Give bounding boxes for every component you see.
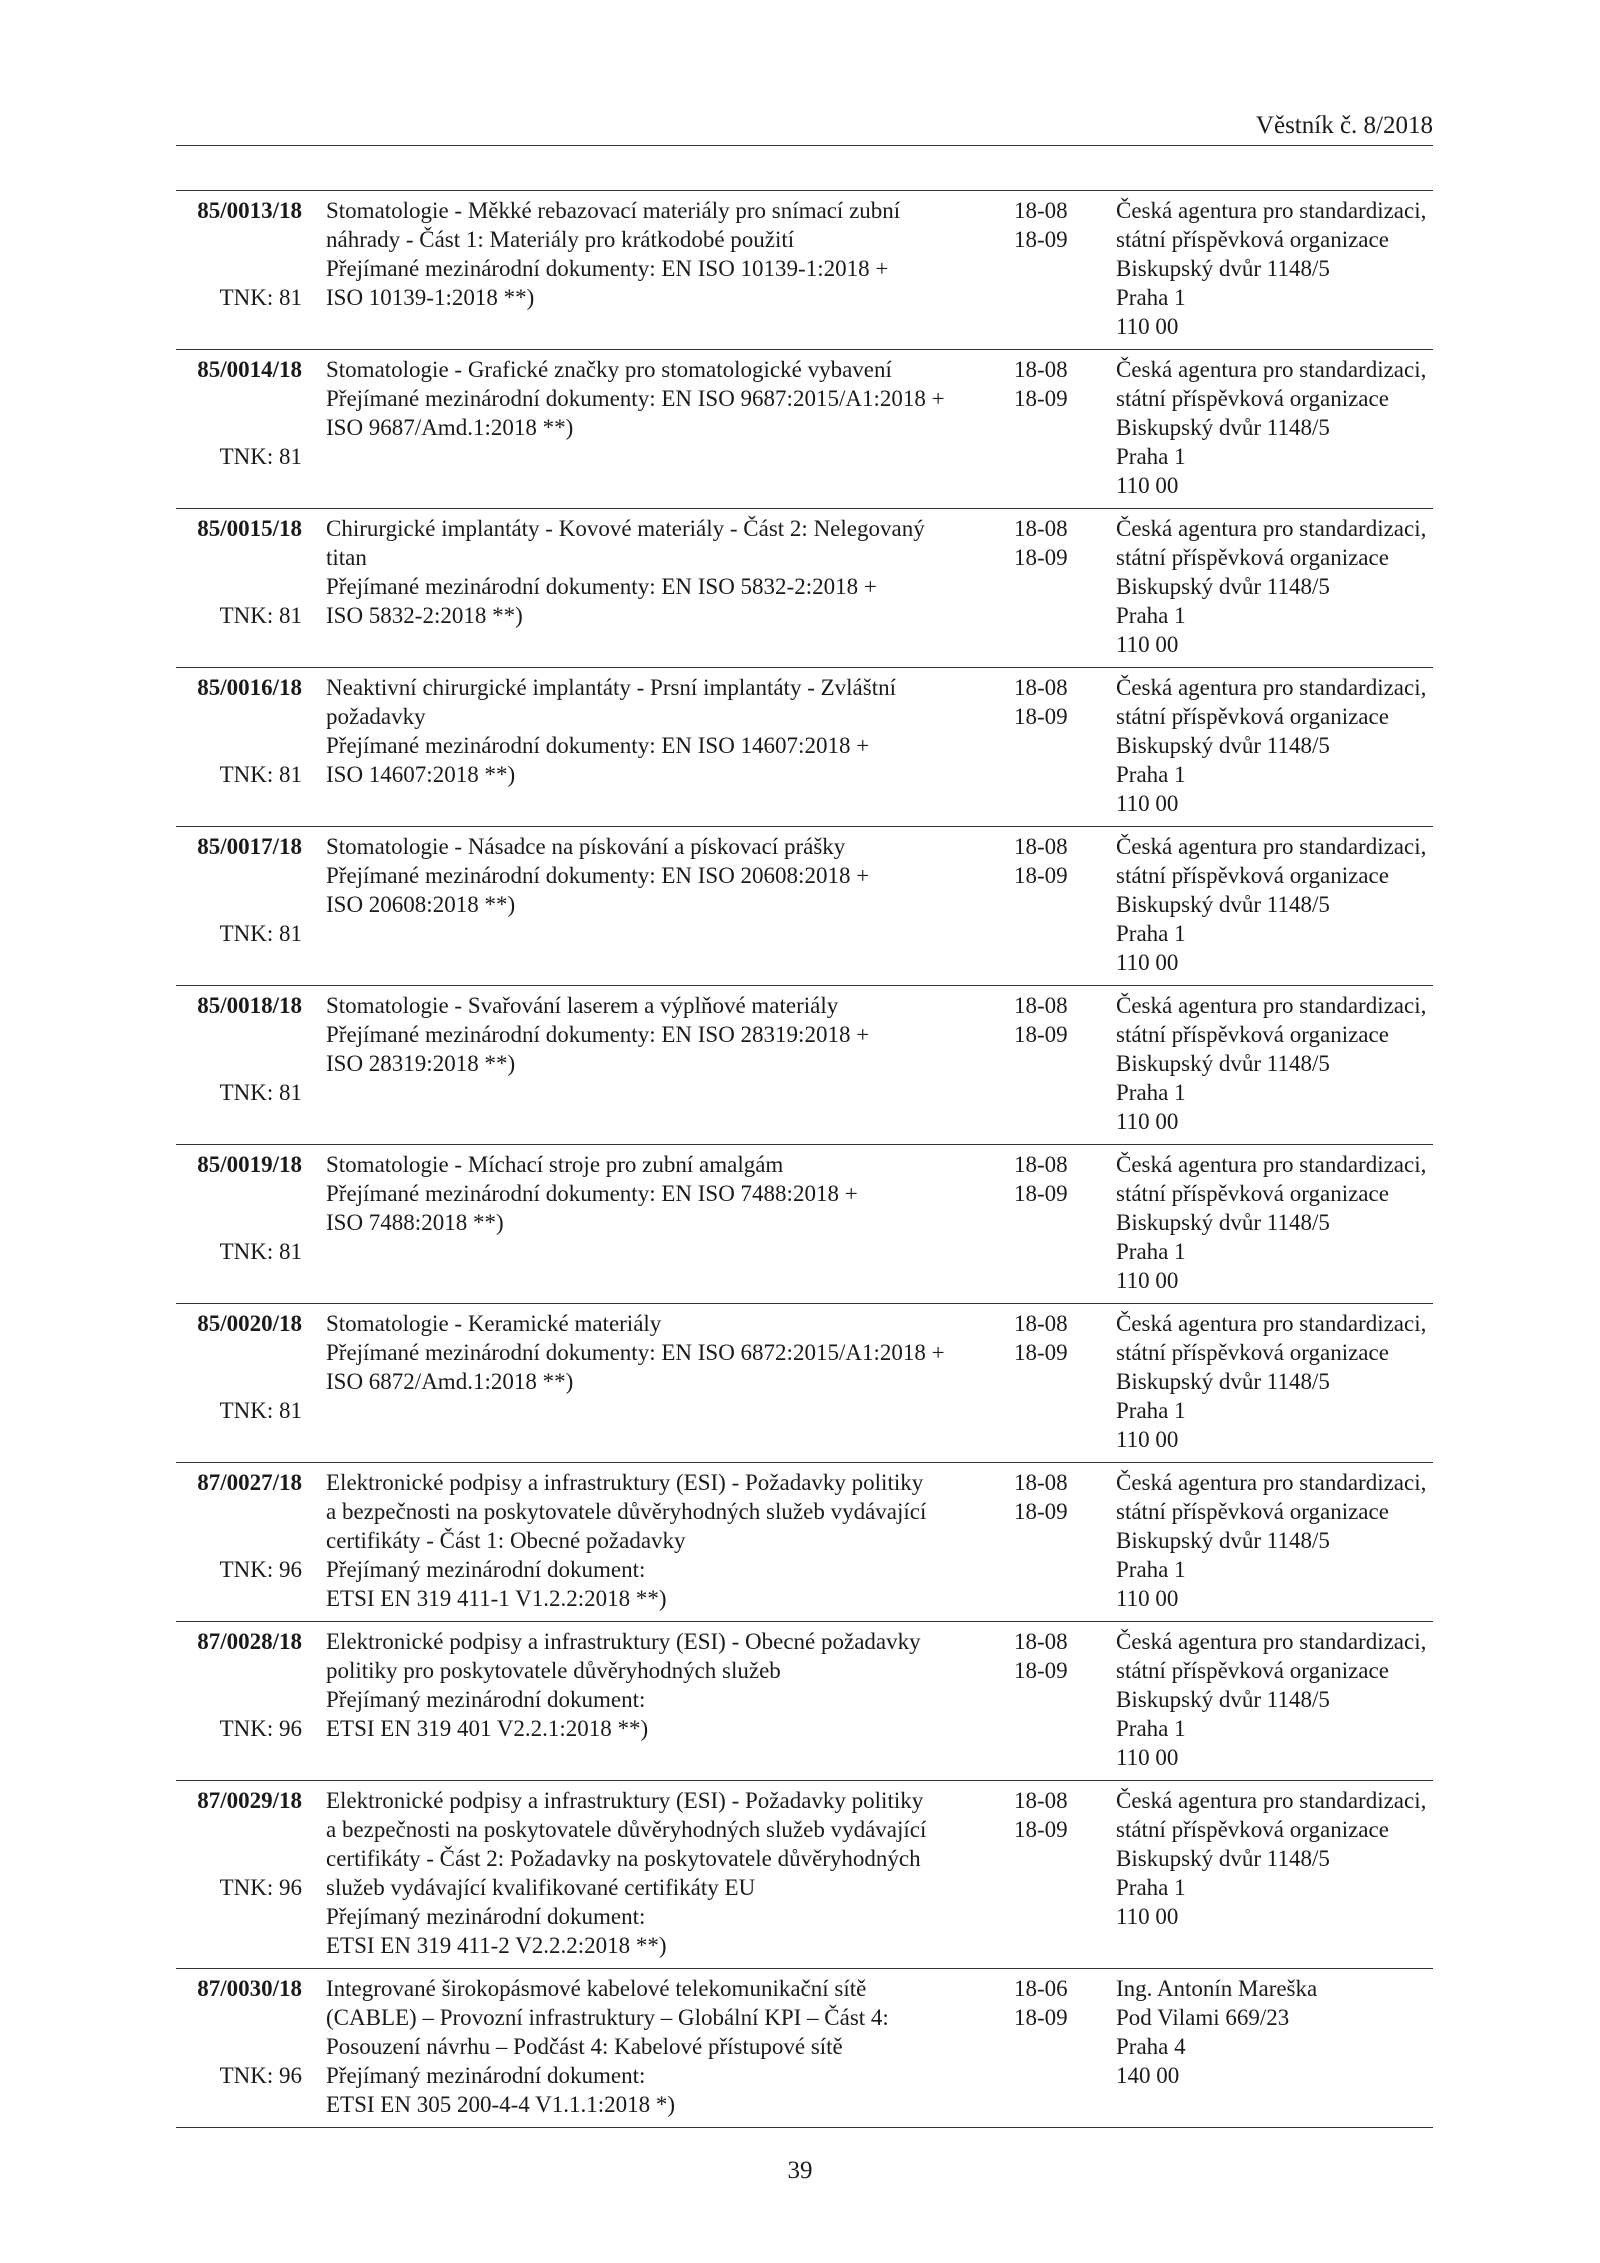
entry-address-line: Praha 1 xyxy=(1116,1239,1186,1264)
entry-title-line: ETSI EN 305 200-4-4 V1.1.1:2018 *) xyxy=(326,2092,676,2117)
entry-tnk: TNK: 81 xyxy=(219,1239,302,1264)
entry-tnk: TNK: 96 xyxy=(219,2063,302,2088)
entry-title-line: požadavky xyxy=(326,704,426,729)
entry-date: 18-06 xyxy=(1014,1976,1068,2001)
entry-address-line: Ing. Antonín Mareška xyxy=(1116,1976,1318,2001)
entry-title-line: Přejímaný mezinárodní dokument: xyxy=(326,1687,646,1712)
entry-tnk: TNK: 81 xyxy=(219,762,302,787)
entry-address xyxy=(1116,673,1433,818)
entry-title xyxy=(326,196,981,312)
entry-address xyxy=(1116,832,1433,977)
entry-title-line: ISO 6872/Amd.1:2018 **) xyxy=(326,1369,574,1394)
entry-date: 18-08 xyxy=(1014,1629,1068,1654)
entry-date: 18-08 xyxy=(1014,357,1068,382)
entry-address xyxy=(1116,1468,1433,1613)
entry-tnk: TNK: 81 xyxy=(219,1398,302,1423)
entry-dates xyxy=(1014,832,1094,890)
entry-dates xyxy=(1014,991,1094,1049)
entry-title-line: ISO 5832-2:2018 **) xyxy=(326,603,523,628)
entry-tnk: TNK: 81 xyxy=(219,1080,302,1105)
entry-address-line: státní příspěvková organizace xyxy=(1116,1817,1389,1842)
entry-address-line: 110 00 xyxy=(1116,950,1179,975)
entry-title-line: ETSI EN 319 411-2 V2.2.2:2018 **) xyxy=(326,1933,667,1958)
standard-entry xyxy=(176,985,1433,1144)
entry-id-column xyxy=(176,1150,302,1295)
entry-address-line: státní příspěvková organizace xyxy=(1116,1181,1389,1206)
standard-entry xyxy=(176,1303,1433,1462)
entry-address-line: 110 00 xyxy=(1116,1904,1179,1929)
entry-title-line: certifikáty - Část 1: Obecné požadavky xyxy=(326,1528,686,1553)
entry-date: 18-09 xyxy=(1014,227,1068,252)
entry-number: 85/0016/18 xyxy=(197,675,302,700)
entry-dates xyxy=(1014,1786,1094,1844)
entry-address-line: 110 00 xyxy=(1116,1745,1179,1770)
entry-title xyxy=(326,514,981,630)
entry-date: 18-08 xyxy=(1014,1311,1068,1336)
entry-address-line: 110 00 xyxy=(1116,791,1179,816)
entry-dates xyxy=(1014,1309,1094,1367)
entry-date: 18-09 xyxy=(1014,1658,1068,1683)
entry-title-line: Přejímané mezinárodní dokumenty: EN ISO 5832-2:2018 + xyxy=(326,574,877,599)
entry-address-line: státní příspěvková organizace xyxy=(1116,1340,1389,1365)
entry-date: 18-08 xyxy=(1014,834,1068,859)
entry-title-line: Elektronické podpisy a infrastruktury (ESI) - Požadavky politiky xyxy=(326,1470,924,1495)
entry-address-line: Praha 1 xyxy=(1116,1716,1186,1741)
entry-title-line: ISO 28319:2018 **) xyxy=(326,1051,516,1076)
entry-address-line: Praha 1 xyxy=(1116,603,1186,628)
entry-address-line: 110 00 xyxy=(1116,1268,1179,1293)
standard-entry xyxy=(176,1780,1433,1968)
entry-date: 18-09 xyxy=(1014,704,1068,729)
entry-address-line: Praha 1 xyxy=(1116,762,1186,787)
entry-address xyxy=(1116,1786,1433,1931)
entry-id-column xyxy=(176,196,302,341)
entry-address-line: Česká agentura pro standardizaci, xyxy=(1116,1152,1427,1177)
entry-title-line: Elektronické podpisy a infrastruktury (ESI) - Požadavky politiky xyxy=(326,1788,924,1813)
entry-address-line: Praha 4 xyxy=(1116,2034,1186,2059)
entry-address-line: Česká agentura pro standardizaci, xyxy=(1116,198,1427,223)
entry-number: 85/0015/18 xyxy=(197,516,302,541)
entry-date: 18-09 xyxy=(1014,2005,1068,2030)
entry-address-line: 110 00 xyxy=(1116,1586,1179,1611)
entry-dates xyxy=(1014,355,1094,413)
entry-date: 18-09 xyxy=(1014,1022,1068,1047)
entry-address-line: 110 00 xyxy=(1116,1109,1179,1134)
entry-address-line: Praha 1 xyxy=(1116,1875,1186,1900)
entry-date: 18-09 xyxy=(1014,386,1068,411)
entry-title-line: Přejímané mezinárodní dokumenty: EN ISO 14607:2018 + xyxy=(326,733,870,758)
entry-title-line: Stomatologie - Keramické materiály xyxy=(326,1311,662,1336)
entry-title-line: ISO 7488:2018 **) xyxy=(326,1210,504,1235)
entry-title-line: ISO 20608:2018 **) xyxy=(326,892,516,917)
entry-dates xyxy=(1014,514,1094,572)
entry-date: 18-09 xyxy=(1014,863,1068,888)
entry-title-line: náhrady - Část 1: Materiály pro krátkodobé použití xyxy=(326,227,795,252)
entry-address-line: Biskupský dvůr 1148/5 xyxy=(1116,1369,1330,1394)
entry-address-line: Biskupský dvůr 1148/5 xyxy=(1116,733,1330,758)
entry-date: 18-08 xyxy=(1014,516,1068,541)
entry-title-line: Přejímané mezinárodní dokumenty: EN ISO 9687:2015/A1:2018 + xyxy=(326,386,945,411)
entry-title-line: politiky pro poskytovatele důvěryhodných služeb xyxy=(326,1658,781,1683)
entry-dates xyxy=(1014,1468,1094,1526)
entry-address-line: Biskupský dvůr 1148/5 xyxy=(1116,574,1330,599)
entry-title xyxy=(326,1150,981,1237)
entry-title-line: Přejímané mezinárodní dokumenty: EN ISO 10139-1:2018 + xyxy=(326,256,889,281)
entry-dates xyxy=(1014,1974,1094,2032)
entry-number: 85/0020/18 xyxy=(197,1311,302,1336)
header-rule xyxy=(176,145,1433,146)
entry-address-line: Praha 1 xyxy=(1116,1398,1186,1423)
entry-address-line: státní příspěvková organizace xyxy=(1116,1499,1389,1524)
entry-address xyxy=(1116,1309,1433,1454)
entry-title-line: (CABLE) – Provozní infrastruktury – Globální KPI – Část 4: xyxy=(326,2005,889,2030)
standard-entry xyxy=(176,508,1433,667)
entry-title-line: Posouzení návrhu – Podčást 4: Kabelové přístupové sítě xyxy=(326,2034,843,2059)
entry-date: 18-09 xyxy=(1014,1181,1068,1206)
entry-title-line: Stomatologie - Svařování laserem a výplňové materiály xyxy=(326,993,839,1018)
entry-address-line: státní příspěvková organizace xyxy=(1116,545,1389,570)
entry-id-column xyxy=(176,1974,302,2119)
entry-dates xyxy=(1014,1150,1094,1208)
entry-address-line: Praha 1 xyxy=(1116,444,1186,469)
entry-address xyxy=(1116,514,1433,659)
entry-title-line: ISO 9687/Amd.1:2018 **) xyxy=(326,415,574,440)
entry-title-line: Elektronické podpisy a infrastruktury (ESI) - Obecné požadavky xyxy=(326,1629,921,1654)
entry-title-line: a bezpečnosti na poskytovatele důvěryhodných služeb vydávající xyxy=(326,1817,927,1842)
page-header: Věstník č. 8/2018 xyxy=(1255,112,1433,139)
standard-entry xyxy=(176,826,1433,985)
entry-address-line: Biskupský dvůr 1148/5 xyxy=(1116,1210,1330,1235)
entry-address-line: Česká agentura pro standardizaci, xyxy=(1116,1311,1427,1336)
entry-address-line: 110 00 xyxy=(1116,1427,1179,1452)
standard-entry xyxy=(176,667,1433,826)
entry-address xyxy=(1116,196,1433,341)
entry-title-line: Stomatologie - Míchací stroje pro zubní amalgám xyxy=(326,1152,784,1177)
entry-address-line: Česká agentura pro standardizaci, xyxy=(1116,357,1427,382)
entry-title-line: Přejímaný mezinárodní dokument: xyxy=(326,1904,646,1929)
entry-address-line: Biskupský dvůr 1148/5 xyxy=(1116,892,1330,917)
entry-address-line: 110 00 xyxy=(1116,314,1179,339)
entry-title xyxy=(326,355,981,442)
entry-address-line: Praha 1 xyxy=(1116,1080,1186,1105)
entry-title-line: Přejímaný mezinárodní dokument: xyxy=(326,2063,646,2088)
entry-date: 18-09 xyxy=(1014,545,1068,570)
entry-title xyxy=(326,1309,981,1396)
entry-address-line: 110 00 xyxy=(1116,473,1179,498)
entry-title-line: certifikáty - Část 2: Požadavky na poskytovatele důvěryhodných xyxy=(326,1846,921,1871)
entry-address-line: Praha 1 xyxy=(1116,285,1186,310)
entry-address-line: Praha 1 xyxy=(1116,1557,1186,1582)
entry-title xyxy=(326,832,981,919)
entry-title-line: Chirurgické implantáty - Kovové materiály - Část 2: Nelegovaný xyxy=(326,516,925,541)
entry-title-line: Přejímané mezinárodní dokumenty: EN ISO 6872:2015/A1:2018 + xyxy=(326,1340,945,1365)
entry-id-column xyxy=(176,355,302,500)
entry-address-line: státní příspěvková organizace xyxy=(1116,863,1389,888)
entry-address-line: Česká agentura pro standardizaci, xyxy=(1116,1788,1427,1813)
entry-address xyxy=(1116,1974,1433,2090)
entry-tnk: TNK: 81 xyxy=(219,921,302,946)
standard-entry xyxy=(176,1462,1433,1621)
entry-id-column xyxy=(176,832,302,977)
entry-id-column xyxy=(176,1309,302,1454)
entry-tnk: TNK: 96 xyxy=(219,1875,302,1900)
entry-title-line: Neaktivní chirurgické implantáty - Prsní implantáty - Zvláštní xyxy=(326,675,896,700)
entry-address-line: Česká agentura pro standardizaci, xyxy=(1116,834,1427,859)
entry-address xyxy=(1116,991,1433,1136)
entry-title-line: Přejímané mezinárodní dokumenty: EN ISO 20608:2018 + xyxy=(326,863,870,888)
entry-number: 85/0019/18 xyxy=(197,1152,302,1177)
entry-date: 18-08 xyxy=(1014,1788,1068,1813)
entry-tnk: TNK: 81 xyxy=(219,444,302,469)
entry-address-line: Biskupský dvůr 1148/5 xyxy=(1116,256,1330,281)
entry-title-line: ISO 14607:2018 **) xyxy=(326,762,516,787)
entry-title-line: Stomatologie - Násadce na pískování a pískovací prášky xyxy=(326,834,846,859)
entry-number: 85/0018/18 xyxy=(197,993,302,1018)
entry-date: 18-08 xyxy=(1014,675,1068,700)
entry-number: 85/0017/18 xyxy=(197,834,302,859)
entry-address-line: 140 00 xyxy=(1116,2063,1180,2088)
entry-number: 87/0030/18 xyxy=(197,1976,302,2001)
entry-dates xyxy=(1014,673,1094,731)
entry-date: 18-08 xyxy=(1014,1470,1068,1495)
entry-address-line: státní příspěvková organizace xyxy=(1116,1022,1389,1047)
entry-title xyxy=(326,1974,981,2119)
entry-number: 87/0027/18 xyxy=(197,1470,302,1495)
page-number: 39 xyxy=(787,2157,813,2184)
entry-title xyxy=(326,673,981,789)
entry-date: 18-08 xyxy=(1014,198,1068,223)
entry-address-line: Česká agentura pro standardizaci, xyxy=(1116,1629,1427,1654)
entry-address-line: Pod Vilami 669/23 xyxy=(1116,2005,1290,2030)
entry-tnk: TNK: 96 xyxy=(219,1557,302,1582)
entry-address-line: státní příspěvková organizace xyxy=(1116,227,1389,252)
entry-tnk: TNK: 81 xyxy=(219,603,302,628)
entry-title-line: Stomatologie - Grafické značky pro stomatologické vybavení xyxy=(326,357,892,382)
entry-title-line: Přejímané mezinárodní dokumenty: EN ISO 7488:2018 + xyxy=(326,1181,858,1206)
entry-id-column xyxy=(176,514,302,659)
entry-title-line: a bezpečnosti na poskytovatele důvěryhodných služeb vydávající xyxy=(326,1499,927,1524)
entry-id-column xyxy=(176,1468,302,1613)
entry-number: 87/0028/18 xyxy=(197,1629,302,1654)
entry-address-line: Česká agentura pro standardizaci, xyxy=(1116,675,1427,700)
entry-date: 18-08 xyxy=(1014,1152,1068,1177)
entry-tnk: TNK: 81 xyxy=(219,285,302,310)
entry-title xyxy=(326,1627,981,1743)
entry-title-line: ISO 10139-1:2018 **) xyxy=(326,285,535,310)
entry-address-line: 110 00 xyxy=(1116,632,1179,657)
entry-title-line: Přejímaný mezinárodní dokument: xyxy=(326,1557,646,1582)
entry-title xyxy=(326,1468,981,1613)
standard-entry xyxy=(176,1621,1433,1780)
entry-date: 18-09 xyxy=(1014,1340,1068,1365)
entry-address xyxy=(1116,1150,1433,1295)
entry-address xyxy=(1116,1627,1433,1772)
standard-entry xyxy=(176,1144,1433,1303)
entry-title-line: Stomatologie - Měkké rebazovací materiály pro snímací zubní xyxy=(326,198,901,223)
entry-address-line: státní příspěvková organizace xyxy=(1116,1658,1389,1683)
standard-entry xyxy=(176,1968,1433,2127)
entry-title-line: Přejímané mezinárodní dokumenty: EN ISO 28319:2018 + xyxy=(326,1022,870,1047)
entry-address-line: Biskupský dvůr 1148/5 xyxy=(1116,1528,1330,1553)
entry-address-line: Biskupský dvůr 1148/5 xyxy=(1116,1687,1330,1712)
standard-entry xyxy=(176,190,1433,349)
entry-address-line: Biskupský dvůr 1148/5 xyxy=(1116,1051,1330,1076)
entry-dates xyxy=(1014,196,1094,254)
entry-address-line: státní příspěvková organizace xyxy=(1116,386,1389,411)
entry-title-line: ETSI EN 319 401 V2.2.1:2018 **) xyxy=(326,1716,649,1741)
entry-title xyxy=(326,991,981,1078)
entry-address-line: Praha 1 xyxy=(1116,921,1186,946)
entry-address-line: Biskupský dvůr 1148/5 xyxy=(1116,1846,1330,1871)
standards-table xyxy=(176,190,1433,2128)
entry-title-line: titan xyxy=(326,545,367,570)
entry-title-line: Integrované širokopásmové kabelové telekomunikační sítě xyxy=(326,1976,867,2001)
entry-tnk: TNK: 96 xyxy=(219,1716,302,1741)
entry-title xyxy=(326,1786,981,1960)
entry-number: 85/0013/18 xyxy=(197,198,302,223)
entry-id-column xyxy=(176,1786,302,1960)
entry-address-line: státní příspěvková organizace xyxy=(1116,704,1389,729)
entry-number: 85/0014/18 xyxy=(197,357,302,382)
entry-id-column xyxy=(176,1627,302,1772)
entry-title-line: ETSI EN 319 411-1 V1.2.2:2018 **) xyxy=(326,1586,667,1611)
entry-address-line: Česká agentura pro standardizaci, xyxy=(1116,516,1427,541)
entry-title-line: služeb vydávající kvalifikované certifikáty EU xyxy=(326,1875,756,1900)
entry-address-line: Česká agentura pro standardizaci, xyxy=(1116,993,1427,1018)
entry-dates xyxy=(1014,1627,1094,1685)
entry-date: 18-09 xyxy=(1014,1499,1068,1524)
entry-id-column xyxy=(176,991,302,1136)
entry-number: 87/0029/18 xyxy=(197,1788,302,1813)
entry-date: 18-09 xyxy=(1014,1817,1068,1842)
entry-address xyxy=(1116,355,1433,500)
entry-id-column xyxy=(176,673,302,818)
entry-date: 18-08 xyxy=(1014,993,1068,1018)
standard-entry xyxy=(176,349,1433,508)
entry-address-line: Biskupský dvůr 1148/5 xyxy=(1116,415,1330,440)
entry-address-line: Česká agentura pro standardizaci, xyxy=(1116,1470,1427,1495)
